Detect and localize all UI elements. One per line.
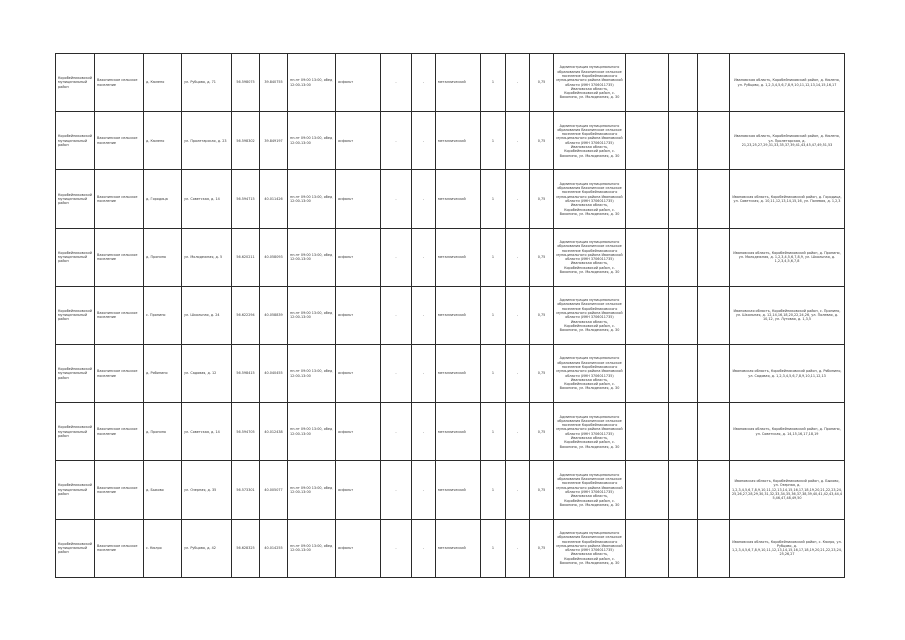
cell-count: 1 [481, 112, 506, 170]
cell-locality: д. Кюлено [144, 54, 182, 112]
cell-surface: асфальт [336, 403, 381, 461]
cell-owner: Администрация муниципального образования Вахонинское сельское поселение Коробейниковского муниципального района Ивановской области (ИНН 3706011735) Ивановская область, Коробейниковский район, с. Вахонино, ул. Молодежная, д. 30 [554, 54, 626, 112]
empty-cell [626, 519, 669, 577]
cell-c3: - [506, 112, 530, 170]
cell-owner: Администрация муниципального образования Вахонинское сельское поселение Коробейниковского муниципального района Ивановской области (ИНН 3706011735) Ивановская область, Коробейниковский район, с. Вахонино, ул. Молодежная, д. 30 [554, 461, 626, 519]
cell-served: Ивановская область, Коробейниковский район, д. Рябинино, ул. Садовая, д. 1,2,3,4,5,6,7,8,9,10,11,12,13 [730, 344, 845, 402]
cell-settlement-type: Вахонинское сельское поселение [95, 403, 144, 461]
cell-schedule: пн-пт 09:00 13:00, обед 12:00-13:00 [288, 286, 336, 344]
cell-lon: 40.014255 [260, 519, 288, 577]
empty-cell [698, 228, 730, 286]
cell-schedule: пн-пт 09:00 13:00, обед 12:00-13:00 [288, 170, 336, 228]
cell-c2: - [412, 286, 436, 344]
cell-c1: - [381, 461, 412, 519]
table-row [56, 519, 845, 577]
empty-cell [698, 112, 730, 170]
table-row [56, 228, 845, 286]
table-row [56, 54, 845, 112]
cell-owner: Администрация муниципального образования Вахонинское сельское поселение Коробейниковского муниципального района Ивановской области (ИНН 3706011735) Ивановская область, Коробейниковский район, с. Вахонино, ул. Молодежная, д. 30 [554, 344, 626, 402]
cell-district: Коробейниковский муниципальный район [56, 344, 95, 402]
cell-surface: асфальт [336, 461, 381, 519]
cell-surface: асфальт [336, 54, 381, 112]
cell-c3: - [506, 170, 530, 228]
cell-containers: металлический [436, 403, 481, 461]
cell-lon: 39.840755 [260, 54, 288, 112]
cell-locality: д. Городица [144, 170, 182, 228]
cell-lon: 40.011426 [260, 170, 288, 228]
table-body [56, 54, 845, 578]
cell-surface: асфальт [336, 170, 381, 228]
cell-owner: Администрация муниципального образования Вахонинское сельское поселение Коробейниковского муниципального района Ивановской области (ИНН 3706011735) Ивановская область, Коробейниковский район, с. Вахонино, ул. Молодежная, д. 30 [554, 403, 626, 461]
cell-surface: асфальт [336, 112, 381, 170]
cell-containers: металлический [436, 170, 481, 228]
cell-volume: 0,75 [530, 112, 554, 170]
empty-cell [626, 54, 669, 112]
cell-containers: металлический [436, 112, 481, 170]
empty-cell [698, 170, 730, 228]
cell-address: ул. Озерная, д. 35 [182, 461, 232, 519]
empty-cell [669, 112, 698, 170]
cell-surface: асфальт [336, 519, 381, 577]
cell-c1: - [381, 519, 412, 577]
cell-address: ул. Школьная, д. 24 [182, 286, 232, 344]
cell-served: Ивановская область, Коробейниковский район, с. Пронино, ул. Школьная, д. 12,14,16,18,20,22,24,26, ул. Полевая, д. 10,12, ул. Луговая, д. 1,3,5 [730, 286, 845, 344]
cell-lat: 56.598075 [232, 54, 260, 112]
cell-served: Ивановская область, Коробейниковский район, д. Пронино, ул. Советская, д. 14,15,16,17,18,19 [730, 403, 845, 461]
cell-volume: 0,75 [530, 519, 554, 577]
cell-surface: асфальт [336, 228, 381, 286]
cell-lat: 56.598302 [232, 112, 260, 170]
empty-cell [669, 519, 698, 577]
cell-lon: 39.849197 [260, 112, 288, 170]
cell-schedule: пн-пт 09:00 13:00, обед 12:00-13:00 [288, 461, 336, 519]
cell-district: Коробейниковский муниципальный район [56, 112, 95, 170]
cell-address: ул. Советская, д. 14 [182, 170, 232, 228]
empty-cell [626, 461, 669, 519]
cell-c3: - [506, 519, 530, 577]
cell-address: ул. Пролетарская, д. 23 [182, 112, 232, 170]
cell-district: Коробейниковский муниципальный район [56, 286, 95, 344]
cell-c1: - [381, 286, 412, 344]
cell-locality: д. Кюлено [144, 112, 182, 170]
cell-lon: 40.012438 [260, 403, 288, 461]
empty-cell [626, 170, 669, 228]
cell-address: ул. Садовая, д. 12 [182, 344, 232, 402]
cell-c2: - [412, 344, 436, 402]
cell-locality: д. Быково [144, 461, 182, 519]
cell-owner: Администрация муниципального образования Вахонинское сельское поселение Коробейниковского муниципального района Ивановской области (ИНН 3706011735) Ивановская область, Коробейниковский район, с. Вахонино, ул. Молодежная, д. 30 [554, 170, 626, 228]
waste-sites-register-table [55, 53, 845, 578]
cell-c2: - [412, 54, 436, 112]
cell-c1: - [381, 344, 412, 402]
cell-volume: 0,75 [530, 403, 554, 461]
cell-settlement-type: Вахонинское сельское поселение [95, 344, 144, 402]
cell-lat: 56.573301 [232, 461, 260, 519]
cell-count: 1 [481, 228, 506, 286]
cell-c1: - [381, 170, 412, 228]
empty-cell [698, 54, 730, 112]
cell-containers: металлический [436, 344, 481, 402]
cell-district: Коробейниковский муниципальный район [56, 403, 95, 461]
cell-owner: Администрация муниципального образования Вахонинское сельское поселение Коробейниковского муниципального района Ивановской области (ИНН 3706011735) Ивановская область, Коробейниковский район, с. Вахонино, ул. Молодежная, д. 30 [554, 519, 626, 577]
cell-c2: - [412, 403, 436, 461]
cell-c1: - [381, 228, 412, 286]
cell-district: Коробейниковский муниципальный район [56, 519, 95, 577]
table-row [56, 403, 845, 461]
cell-c3: - [506, 228, 530, 286]
cell-count: 1 [481, 344, 506, 402]
empty-cell [669, 286, 698, 344]
cell-lat: 56.628325 [232, 519, 260, 577]
cell-settlement-type: Вахонинское сельское поселение [95, 286, 144, 344]
cell-schedule: пн-пт 09:00 13:00, обед 12:00-13:00 [288, 403, 336, 461]
cell-containers: металлический [436, 228, 481, 286]
cell-served: Ивановская область, Коробейниковский район, д. Городица, ул. Советская, д. 10,11,12,13,14,15,16, ул. Полевая, д. 1,2,3 [730, 170, 845, 228]
cell-address: ул. Советская, д. 14 [182, 403, 232, 461]
cell-owner: Администрация муниципального образования Вахонинское сельское поселение Коробейниковского муниципального района Ивановской области (ИНН 3706011735) Ивановская область, Коробейниковский район, с. Вахонино, ул. Молодежная, д. 30 [554, 228, 626, 286]
cell-containers: металлический [436, 519, 481, 577]
cell-served: Ивановская область, Коробейниковский район, с. Кюлро, ул. Рубцово, д. 1,2,3,4,5,6,7,8,9,10,11,12,13,14,15,16,17,18,19,20,21,22,23,24,25,26,27 [730, 519, 845, 577]
cell-locality: д. Пронино [144, 228, 182, 286]
empty-cell [698, 344, 730, 402]
cell-c3: - [506, 344, 530, 402]
cell-served: Ивановская область, Коробейниковский район, д. Кюлено, ул. Рубцово, д. 1,2,3,4,5,6,7,8,9,10,11,12,13,14,15,16,17 [730, 54, 845, 112]
cell-c3: - [506, 403, 530, 461]
cell-count: 1 [481, 286, 506, 344]
table-row [56, 170, 845, 228]
cell-schedule: пн-пт 09:00 13:00, обед 12:00-13:00 [288, 519, 336, 577]
cell-count: 1 [481, 170, 506, 228]
cell-lat: 56.594705 [232, 403, 260, 461]
cell-lon: 40.005077 [260, 461, 288, 519]
cell-lat: 56.620211 [232, 228, 260, 286]
table-row [56, 461, 845, 519]
cell-volume: 0,75 [530, 286, 554, 344]
cell-lon: 40.058093 [260, 228, 288, 286]
cell-containers: металлический [436, 54, 481, 112]
empty-cell [626, 228, 669, 286]
cell-served: Ивановская область, Коробейниковский район, д. Кюлено, ул. Пролетарская, д. 21,23,25,27,29,31,33,35,37,39,41,43,45,47,49,51,53 [730, 112, 845, 170]
cell-c2: - [412, 228, 436, 286]
empty-cell [698, 519, 730, 577]
cell-containers: металлический [436, 461, 481, 519]
cell-c3: - [506, 286, 530, 344]
cell-containers: металлический [436, 286, 481, 344]
cell-surface: асфальт [336, 286, 381, 344]
empty-cell [626, 112, 669, 170]
cell-schedule: пн-пт 09:00 13:00, обед 12:00-13:00 [288, 54, 336, 112]
cell-served: Ивановская область, Коробейниковский район, д. Пронино, ул. Молодежная, д. 1,2,3,4,5,6,7,8,9, ул. Школьная, д. 1,2,3,4,5,6,7,8 [730, 228, 845, 286]
empty-cell [698, 286, 730, 344]
table-row [56, 344, 845, 402]
cell-settlement-type: Вахонинское сельское поселение [95, 112, 144, 170]
cell-volume: 0,75 [530, 228, 554, 286]
empty-cell [669, 228, 698, 286]
cell-locality: с. Пронино [144, 286, 182, 344]
cell-settlement-type: Вахонинское сельское поселение [95, 519, 144, 577]
cell-lat: 56.622294 [232, 286, 260, 344]
cell-surface: асфальт [336, 344, 381, 402]
cell-count: 1 [481, 403, 506, 461]
cell-settlement-type: Вахонинское сельское поселение [95, 170, 144, 228]
cell-settlement-type: Вахонинское сельское поселение [95, 461, 144, 519]
table-row [56, 112, 845, 170]
cell-address: ул. Рубцово, д. 71 [182, 54, 232, 112]
empty-cell [669, 170, 698, 228]
cell-settlement-type: Вахонинское сельское поселение [95, 54, 144, 112]
cell-c1: - [381, 403, 412, 461]
cell-locality: с. Кюлро [144, 519, 182, 577]
empty-cell [669, 344, 698, 402]
cell-lon: 40.058839 [260, 286, 288, 344]
empty-cell [669, 403, 698, 461]
cell-c2: - [412, 519, 436, 577]
cell-owner: Администрация муниципального образования Вахонинское сельское поселение Коробейниковского муниципального района Ивановской области (ИНН 3706011735) Ивановская область, Коробейниковский район, с. Вахонино, ул. Молодежная, д. 30 [554, 286, 626, 344]
cell-address: ул. Молодежная, д. 5 [182, 228, 232, 286]
cell-district: Коробейниковский муниципальный район [56, 228, 95, 286]
cell-schedule: пн-пт 09:00 13:00, обед 12:00-13:00 [288, 112, 336, 170]
empty-cell [698, 461, 730, 519]
empty-cell [626, 403, 669, 461]
cell-volume: 0,75 [530, 344, 554, 402]
cell-schedule: пн-пт 09:00 13:00, обед 12:00-13:00 [288, 228, 336, 286]
cell-c2: - [412, 170, 436, 228]
cell-lon: 40.040455 [260, 344, 288, 402]
cell-c1: - [381, 112, 412, 170]
empty-cell [669, 54, 698, 112]
cell-settlement-type: Вахонинское сельское поселение [95, 228, 144, 286]
cell-lat: 56.594715 [232, 170, 260, 228]
empty-cell [626, 286, 669, 344]
cell-address: ул. Рубцово, д. 42 [182, 519, 232, 577]
cell-schedule: пн-пт 09:00 13:00, обед 12:00-13:00 [288, 344, 336, 402]
cell-locality: д. Рябинино [144, 344, 182, 402]
cell-owner: Администрация муниципального образования Вахонинское сельское поселение Коробейниковского муниципального района Ивановской области (ИНН 3706011735) Ивановская область, Коробейниковский район, с. Вахонино, ул. Молодежная, д. 30 [554, 112, 626, 170]
cell-c3: - [506, 54, 530, 112]
cell-c3: - [506, 461, 530, 519]
cell-volume: 0,75 [530, 170, 554, 228]
cell-served: Ивановская область, Коробейниковский район, д. Быково, ул. Озерная, д. 1,2,3,4,5,6,7,8,9,10,11,12,13,14,15,16,17,18,19,20,21,22,23,24,25,26,27,28,29,30,31,32,33,34,35,36,37,38,39,40,41,42,43,44,45,46,47,48,49,50 [730, 461, 845, 519]
cell-c1: - [381, 54, 412, 112]
cell-volume: 0,75 [530, 461, 554, 519]
empty-cell [626, 344, 669, 402]
empty-cell [669, 461, 698, 519]
cell-lat: 56.598415 [232, 344, 260, 402]
cell-count: 1 [481, 54, 506, 112]
cell-district: Коробейниковский муниципальный район [56, 54, 95, 112]
cell-count: 1 [481, 461, 506, 519]
cell-district: Коробейниковский муниципальный район [56, 461, 95, 519]
table-row [56, 286, 845, 344]
cell-volume: 0,75 [530, 54, 554, 112]
empty-cell [698, 403, 730, 461]
cell-c2: - [412, 112, 436, 170]
cell-c2: - [412, 461, 436, 519]
cell-count: 1 [481, 519, 506, 577]
cell-locality: д. Пронино [144, 403, 182, 461]
cell-district: Коробейниковский муниципальный район [56, 170, 95, 228]
